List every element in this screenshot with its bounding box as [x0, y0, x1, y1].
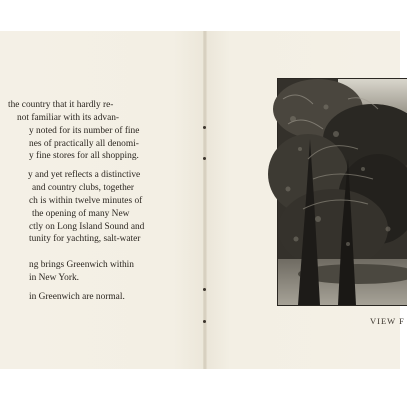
text-line: y and yet reflects a distinctive: [28, 170, 141, 180]
left-page: [0, 31, 204, 369]
text-line: ctly on Long Island Sound and: [29, 222, 145, 232]
text-line: nes of practically all denomi-: [29, 139, 139, 149]
staple-hole: [203, 157, 206, 160]
text-line: y noted for its number of fine: [29, 126, 140, 136]
staple-hole: [203, 126, 206, 129]
text-line: ng brings Greenwich within: [29, 260, 134, 270]
text-line: ch is within twelve minutes of: [29, 196, 143, 206]
landscape-photograph: [278, 79, 407, 305]
text-line: y fine stores for all shopping.: [29, 151, 139, 161]
staple-hole: [203, 288, 206, 291]
trees-photo-image: [278, 79, 407, 305]
text-line: not familiar with its advan-: [17, 113, 120, 123]
text-line: the country that it hardly re-: [8, 100, 114, 110]
text-line: in Greenwich are normal.: [29, 292, 125, 302]
text-line: in New York.: [29, 273, 80, 283]
text-line: the opening of many New: [32, 209, 130, 219]
text-line: and country clubs, together: [32, 183, 135, 193]
photo-caption: VIEW F: [370, 316, 405, 326]
text-line: tunity for yachting, salt-water: [29, 234, 141, 244]
open-booklet: [0, 31, 405, 369]
staple-hole: [203, 320, 206, 323]
right-page: [207, 31, 405, 369]
